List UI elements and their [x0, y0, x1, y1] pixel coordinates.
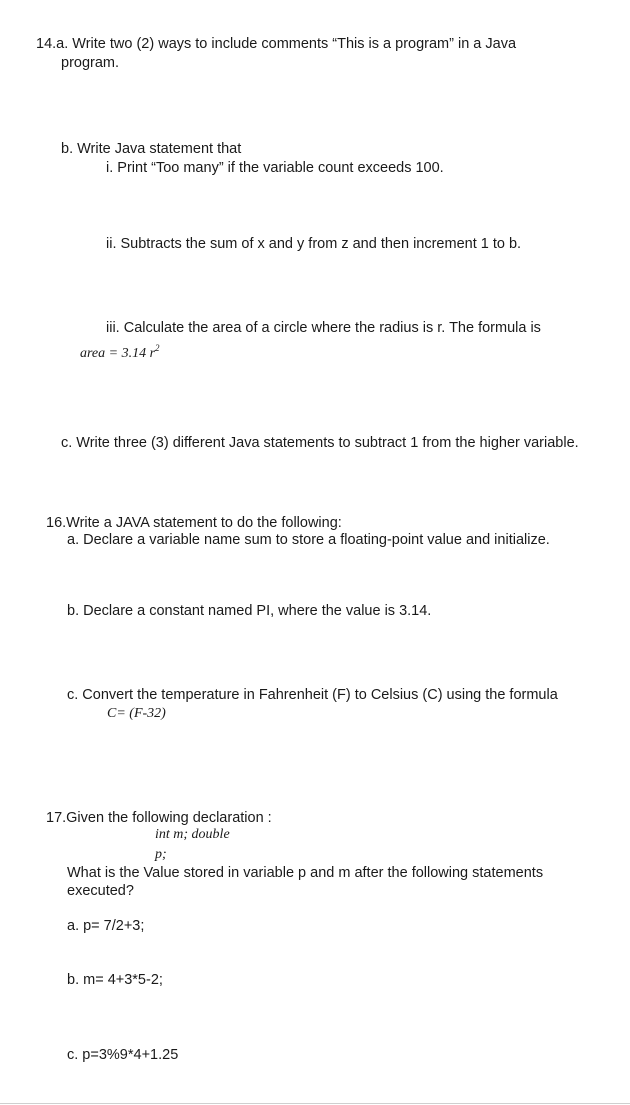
page-bottom-rule	[0, 1103, 630, 1104]
formula-text: area = 3.14 r	[80, 346, 156, 361]
q16c-formula: C= (F-32)	[107, 706, 166, 721]
q14c: c. Write three (3) different Java statements to subtract 1 from the higher variable.	[61, 435, 579, 451]
q16a: a. Declare a variable name sum to store a floating-point value and initialize.	[67, 532, 550, 548]
formula-exponent: 2	[155, 343, 160, 353]
q17-decl2: p;	[155, 847, 167, 862]
q14a-line1: 14.a. Write two (2) ways to include comments “This is a program” in a Java	[36, 36, 517, 52]
q17-question-line1: What is the Value stored in variable p and m after the following statements	[67, 865, 544, 881]
q17c: c. p=3%9*4+1.25	[67, 1047, 179, 1063]
q14b-iii-formula	[80, 340, 160, 362]
q16b: b. Declare a constant named PI, where the value is 3.14.	[67, 603, 432, 619]
q14a-line2: program.	[61, 55, 120, 71]
q14b-iii: iii. Calculate the area of a circle where the radius is r. The formula is	[106, 320, 541, 336]
q16c: c. Convert the temperature in Fahrenheit (F) to Celsius (C) using the formula	[67, 687, 558, 703]
q16-intro: 16.Write a JAVA statement to do the following:	[46, 515, 342, 531]
q17b: b. m= 4+3*5-2;	[67, 972, 163, 988]
q14b-ii: ii. Subtracts the sum of x and y from z and then increment 1 to b.	[106, 236, 522, 252]
q14b-i: i. Print “Too many” if the variable count exceeds 100.	[106, 160, 444, 176]
q17a: a. p= 7/2+3;	[67, 918, 145, 934]
q17-intro: 17.Given the following declaration :	[46, 810, 272, 826]
q17-question-line2: executed?	[67, 883, 134, 899]
q14b-intro: b. Write Java statement that	[61, 141, 242, 157]
q17-decl1: int m; double	[155, 827, 230, 842]
